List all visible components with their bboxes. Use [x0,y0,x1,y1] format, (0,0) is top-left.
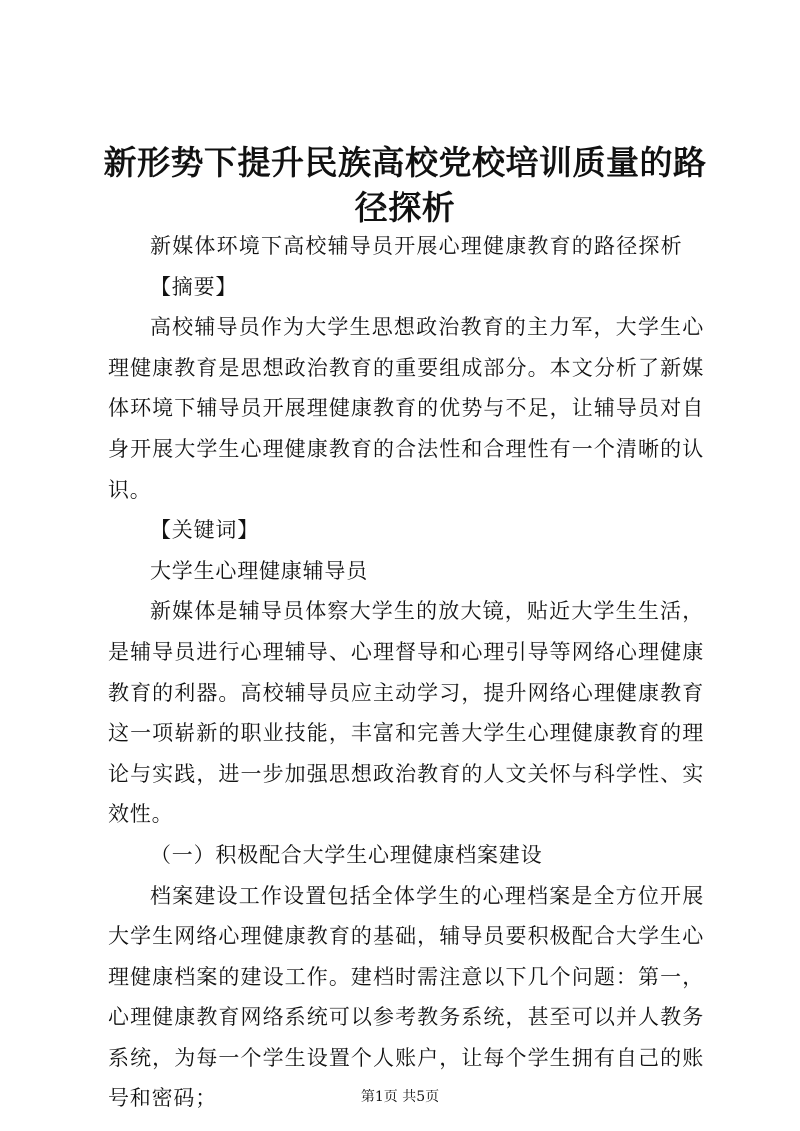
abstract-paragraph: 高校辅导员作为大学生思想政治教育的主力军，大学生心理健康教育是思想政治教育的重要组成部分。本文分析了新媒体环境下辅导员开展理健康教育的优势与不足，让辅导员对自身开展大学生心理健康教育的合法性和合理性有一个清晰的认识。 [108,315,704,502]
section-heading: （一）积极配合大学生心理健康档案建设 [150,842,543,867]
abstract-heading: 【摘要】 [150,274,238,299]
body-paragraph: 档案建设工作设置包括全体学生的心理档案是全方位开展大学生网络心理健康教育的基础，辅导员要积极配合大学生心理健康档案的建设工作。建档时需注意以下几个问题：第一，心理健康教育网络系统可以参考教务系统，甚至可以并人教务系统，为每一个学生设置个人账户，让每个学生拥有自己的账号和密码； [108,883,704,1111]
keywords-paragraph: 大学生心理健康辅导员 [150,558,368,583]
body-paragraph: 新媒体是辅导员体察大学生的放大镜，贴近大学生生活，是辅导员进行心理辅导、心理督导和心理引导等网络心理健康教育的利器。高校辅导员应主动学习，提升网络心理健康教育这一项崭新的职业技能，丰富和完善大学生心理健康教育的理论与实践，进一步加强思想政治教育的人文关怀与科学性、实效性。 [108,599,704,827]
keywords-heading: 【关键词】 [150,518,259,543]
page-footer: 第1页 共5页 [360,1089,440,1105]
document-title: 新形势下提升民族高校党校培训质量的路径探析 [103,143,707,227]
document-body [108,226,704,1119]
document-subtitle: 新媒体环境下高校辅导员开展心理健康教育的路径探析 [150,234,683,258]
